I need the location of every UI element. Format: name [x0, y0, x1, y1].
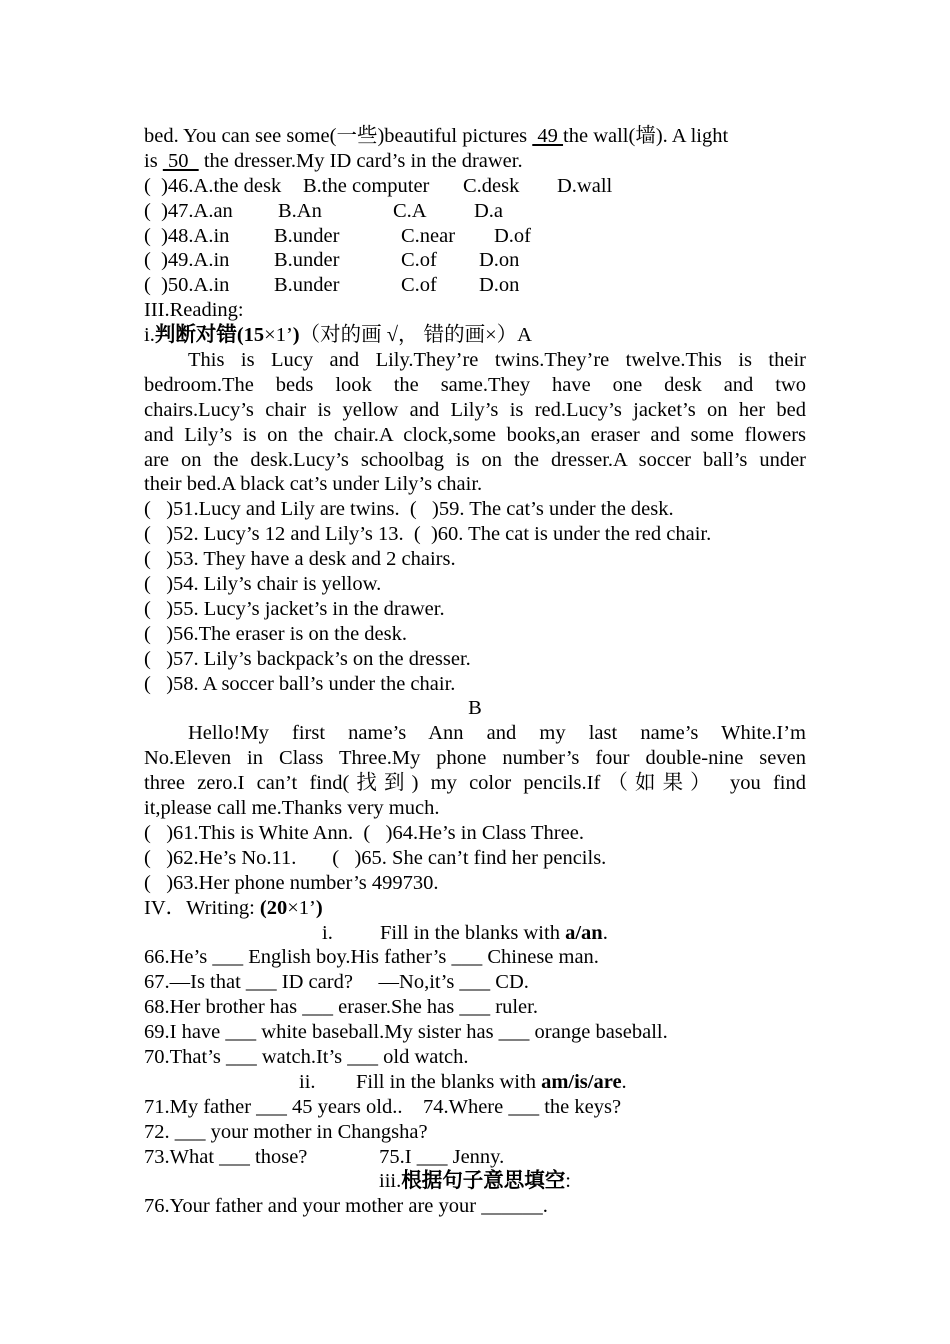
question-item: ( )56.The eraser is on the desk. [144, 622, 407, 645]
option-b: B.the computer [303, 174, 430, 197]
fill-item: 66.He’s ___ English boy.His father’s ___ Chinese man. [144, 946, 599, 969]
option-b: B.An [278, 199, 322, 222]
fill-item: 67.—Is that ___ ID card? —No,it’s ___ CD. [144, 971, 529, 994]
question-item: ( )51.Lucy and Lily are twins. ( )59. The cat’s under the desk. [144, 498, 674, 521]
passage-b-line: No.Eleven in Class Three.My phone number’s four double-nine seven [144, 747, 806, 770]
passage-a-line: chairs.Lucy’s chair is yellow and Lily’s is red.Lucy’s jacket’s on her bed [144, 398, 806, 421]
writing-section-3-heading [144, 1169, 806, 1194]
question-item: ( )63.Her phone number’s 499730. [144, 871, 439, 894]
fill-item: 70.That’s ___ watch.It’s ___ old watch. [144, 1045, 469, 1068]
text: i. [144, 324, 155, 347]
passage-a-line: bedroom.The beds look the same.They have one desk and two [144, 373, 806, 396]
option-c: C.of [401, 249, 437, 272]
reading-subheading-a [144, 323, 806, 348]
option-d: D.of [494, 224, 532, 247]
option-b: B.under [274, 249, 340, 272]
text: ii. [299, 1070, 316, 1093]
fill-item: 68.Her brother has ___ eraser.She has ___ ruler. [144, 996, 538, 1019]
blank-50: 50 [162, 149, 199, 172]
option-row-46 [144, 174, 806, 199]
text: （对的画 √， 错的画×）A [299, 324, 532, 347]
option-d: D.a [474, 199, 504, 222]
passage-b-line: it,please call me.Thanks very much. [144, 797, 440, 820]
option-c: C.desk [463, 174, 520, 197]
question-item: ( )62.He’s No.11. ( )65. She can’t find her pencils. [144, 846, 607, 869]
text: ) [315, 896, 323, 919]
blank-49: 49 [532, 125, 564, 147]
option-d: D.on [479, 274, 520, 297]
option-row-47 [144, 199, 806, 224]
reading-heading: III.Reading: [144, 299, 244, 322]
text: (20 [259, 896, 288, 919]
option-row-49 [144, 248, 806, 273]
worksheet-page [144, 124, 806, 1219]
fill-item: 69.I have ___ white baseball.My sister has ___ orange baseball. [144, 1021, 668, 1044]
option-b: B.under [274, 274, 340, 297]
writing-section-2-heading [144, 1070, 806, 1095]
text: is [144, 149, 163, 172]
passage-a-line: are on the desk.Lucy’s schoolbag is on the dresser.A soccer ball’s under [144, 448, 806, 471]
text: 根据句子意思填空 [401, 1170, 566, 1193]
writing-section-1-heading [144, 921, 806, 946]
option-d: D.on [479, 249, 520, 272]
option-a: ( )49.A.in [144, 249, 230, 272]
text: bed. You can see some(一些)beautiful pictures [144, 125, 533, 147]
option-c: C.near [401, 224, 456, 247]
option-a: ( )46.A.the desk [144, 174, 282, 197]
text: the dresser.My ID card’s in the drawer. [198, 149, 523, 172]
question-item: ( )54. Lily’s chair is yellow. [144, 573, 382, 596]
passage-a-line: and Lily’s is on the chair.A clock,some books,an eraser and some flowers [144, 423, 806, 446]
text: IV．Writing: [144, 896, 260, 919]
passage-b-line: three zero.I can’t find(找到) my color pencils.If（如果） you find [144, 772, 806, 795]
text: : [565, 1170, 571, 1193]
text: ×1’ [287, 896, 316, 919]
option-a: ( )50.A.in [144, 274, 230, 297]
option-c: C.A [393, 199, 427, 222]
cloze-line-1 [144, 124, 806, 149]
option-b: B.under [274, 224, 340, 247]
text: am/is/are [541, 1070, 622, 1093]
text: iii. [379, 1170, 402, 1193]
question-item: ( )57. Lily’s backpack’s on the dresser. [144, 647, 471, 670]
passage-a-line: This is Lucy and Lily.They’re twins.They’re twelve.This is their [188, 349, 806, 372]
text: . [621, 1070, 627, 1093]
fill-item: 72. ___ your mother in Changsha? [144, 1120, 428, 1143]
fill-item: 76.Your father and your mother are your ______. [144, 1195, 548, 1218]
text: i. [322, 921, 333, 944]
question-item: ( )58. A soccer ball’s under the chair. [144, 672, 456, 695]
passage-b-label: B [468, 697, 482, 720]
text: . [602, 921, 608, 944]
text: a/an [565, 921, 603, 944]
option-a: ( )47.A.an [144, 199, 233, 222]
text: Fill in the blanks with [380, 921, 566, 944]
question-item: ( )52. Lucy’s 12 and Lily’s 13. ( )60. The cat is under the red chair. [144, 523, 712, 546]
text: Fill in the blanks with [356, 1070, 542, 1093]
text: the wall(墙). A light [563, 125, 729, 147]
option-c: C.of [401, 274, 437, 297]
question-item: ( )61.This is White Ann. ( )64.He’s in Class Three. [144, 821, 584, 844]
question-item: ( )55. Lucy’s jacket’s in the drawer. [144, 597, 445, 620]
cloze-line-2 [144, 149, 806, 174]
question-item: ( )53. They have a desk and 2 chairs. [144, 548, 456, 571]
text: ×1’ [264, 324, 293, 347]
passage-a-line: their bed.A black cat’s under Lily’s chair. [144, 473, 483, 496]
text: 判断对错(15 [154, 324, 265, 347]
option-row-50 [144, 273, 806, 298]
text: ) [292, 324, 300, 347]
fill-item: 73.What ___ those? 75.I ___ Jenny. [144, 1145, 505, 1168]
option-a: ( )48.A.in [144, 224, 230, 247]
fill-item: 71.My father ___ 45 years old.. 74.Where ___ the keys? [144, 1095, 622, 1118]
passage-b-line: Hello!My first name’s Ann and my last name’s White.I’m [188, 722, 806, 745]
writing-heading [144, 896, 806, 921]
option-row-48 [144, 224, 806, 249]
option-d: D.wall [557, 174, 613, 197]
